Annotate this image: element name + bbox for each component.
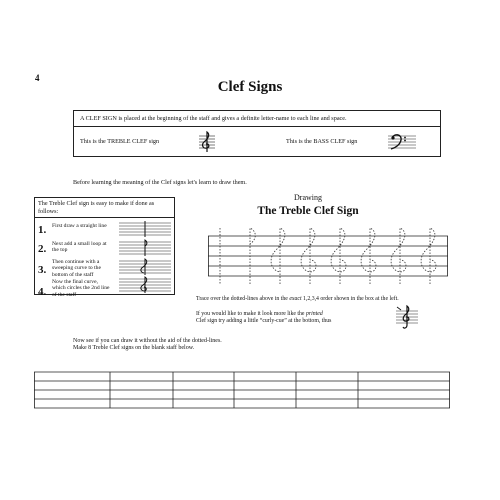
step-2-illustration [119, 240, 171, 256]
step-text: Then continue with a sweeping curve to the bottom of the staff [52, 259, 101, 278]
bass-clef-label: This is the BASS CLEF sign [286, 138, 358, 145]
step-1-illustration [119, 221, 171, 237]
trace-instructions: Trace over the dotted-lines above in the exact 1,2,3,4 order shown in the box at the left. [196, 296, 399, 302]
step-number: 2. [38, 243, 47, 255]
step-number: 3. [38, 264, 47, 276]
steps-box [34, 197, 175, 298]
clef-definition-text: A CLEF SIGN is placed at the beginning of the staff and gives a definite letter-name to each line and space. [80, 115, 347, 122]
step-number: 4. [38, 286, 47, 298]
page-title: Clef Signs [217, 79, 283, 95]
drawing-subtitle: Drawing [294, 193, 322, 202]
step-number: 1. [38, 224, 47, 236]
tracing-staff [208, 226, 448, 286]
clef-info-box [73, 110, 441, 157]
intro-text: Before learning the meaning of the Clef signs let's learn to draw them. [73, 179, 247, 186]
step-text: Next add a small loop at the top [52, 241, 107, 254]
steps-heading: The Treble Clef sign is easy to make if done as follows: [38, 200, 155, 215]
step-text: First draw a straight line [52, 223, 107, 229]
curly-cue-illustration [396, 304, 418, 330]
step-3-illustration [119, 259, 171, 275]
step-4-illustration [119, 277, 171, 293]
steps-divider [35, 217, 174, 218]
drawing-title: The Treble Clef Sign [257, 205, 359, 217]
step-text: Now the final curve, which circles the 2nd line of the staff [52, 279, 110, 298]
practice-instructions: Now see if you can draw it without the aid of the dotted-lines. Make 8 Treble Clef signs on the blank staff below. [73, 338, 222, 352]
treble-clef-label: This is the TREBLE CLEF sign [80, 138, 160, 145]
info-divider [74, 126, 440, 127]
treble-clef-example [199, 130, 215, 154]
bass-clef-example [388, 130, 416, 154]
curly-cue-instructions: If you would like to make it look more like the printed Clef sign try adding a little “curly-cue” at the bottom, thus [196, 311, 332, 324]
page-number: 4 [35, 73, 40, 83]
practice-staff[interactable] [34, 366, 450, 414]
